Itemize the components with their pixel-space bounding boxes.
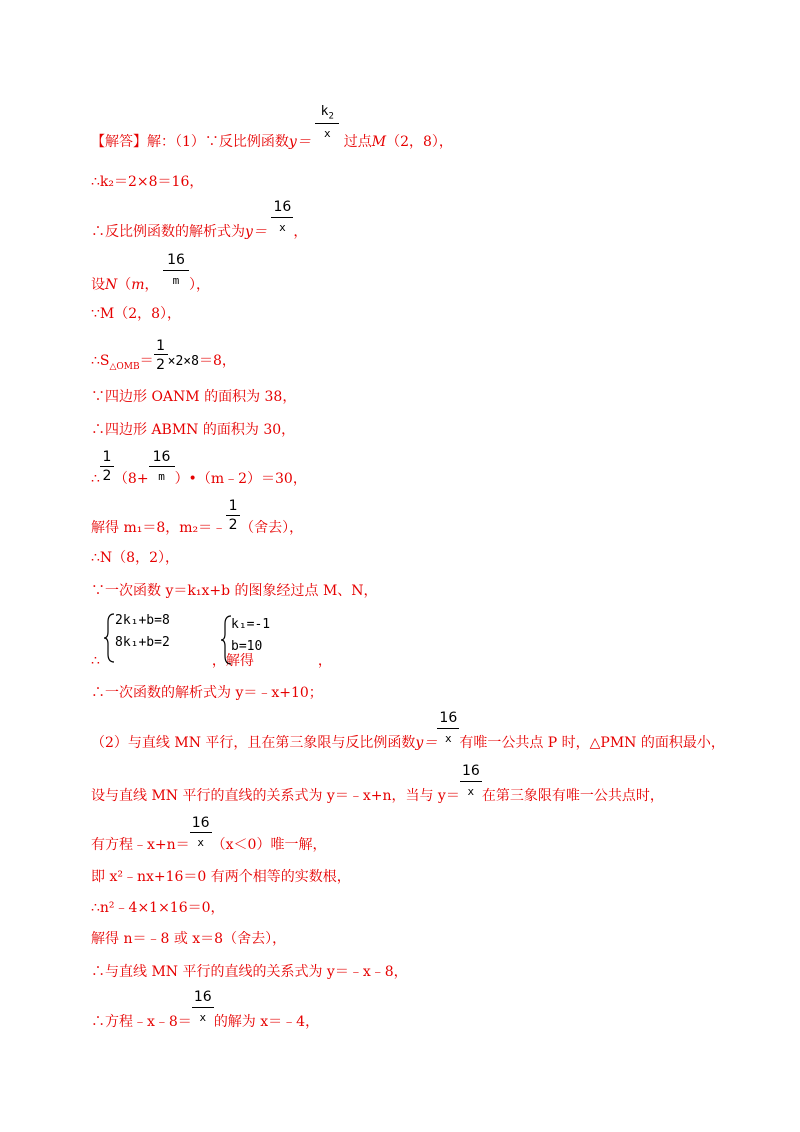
solution-line-1: 【解答】解：（1）∵反比例函数y＝ $\frac{k_2}{x}$ 过点M（2，8）， — [91, 104, 453, 150]
answer-tag: 【解答】 — [91, 134, 147, 150]
solution-line-3: ∴反比例函数的解析式为y＝ $\frac{16}{x}$ ， — [91, 199, 308, 240]
solution-line-20: 解得 n＝﹣8 或 x＝8（舍去）， — [91, 931, 287, 947]
solution-line-9: ∴ $\frac{1}{2}$ （8+ $\frac{16}{m}$ ）•（m﹣2）＝30， — [91, 449, 307, 487]
solution-line-19: ∴n²﹣4×1×16＝0， — [91, 900, 225, 916]
solution-line-11: ∴N（8，2）， — [91, 550, 179, 566]
solution-line-16: 设与直线 MN 平行的直线的关系式为 y＝﹣x+n，当与 y＝ $\frac{16}{x}$ 在第三象限有唯一公共点时， — [91, 763, 664, 804]
solution-line-17: 有方程﹣x+n＝ $\frac{16}{x}$ （x＜0）唯一解， — [91, 815, 327, 853]
fraction-16-over-x: $\frac{16}{x}$ — [271, 223, 293, 241]
solution-line-6: $\therefore S_{\triangle OMB}=$ $\frac{1}{2}$ ×2×8＝8， — [91, 338, 236, 373]
solution-line-12: ∵一次函数 y＝k₁x+b 的图象经过点 M、N， — [91, 583, 378, 599]
solution-line-15: （2）与直线 MN 平行，且在第三象限与反比例函数y＝ $\frac{16}{x}$ 有唯一公共点 P 时，△PMN 的面积最小， — [91, 710, 725, 751]
solution-line-8: ∴四边形 ABMN 的面积为 30， — [91, 422, 296, 438]
solution-line-14: ∴一次函数的解析式为 y＝﹣x+10； — [91, 685, 323, 701]
fraction-16-over-x: $\frac{16}{x}$ — [190, 836, 212, 854]
solution-line-2: ∴k₂＝2×8＝16， — [91, 174, 204, 190]
fraction-1-over-2: $\frac{1}{2}$ — [226, 519, 240, 537]
solution-line-5: ∵M（2，8）， — [91, 306, 182, 322]
fraction-1-over-2: $\frac{1}{2}$ — [154, 352, 168, 370]
fraction-1-over-2: $\frac{1}{2}$ — [100, 470, 114, 488]
solution-line-7: ∵四边形 OANM 的面积为 38， — [91, 389, 297, 405]
solution-line-18: 即 x²﹣nx+16＝0 有两个相等的实数根， — [91, 869, 351, 885]
fraction-k2-over-x: $\frac{k_2}{x}$ — [315, 133, 339, 151]
fraction-16-over-x: $\frac{16}{x}$ — [192, 1013, 214, 1031]
equation-system-2: k₁=-1 b=10 — [231, 617, 271, 654]
left-brace-icon — [102, 612, 116, 664]
solution-line-21: ∴与直线 MN 平行的直线的关系式为 y＝﹣x﹣8， — [91, 964, 408, 980]
solution-line-10: 解得 m₁＝8，m₂＝﹣ $\frac{1}{2}$ （舍去）， — [91, 498, 304, 536]
solution-line-4: 设N（m， $\frac{16}{m}$ ）， — [91, 252, 210, 293]
fraction-16-over-x: $\frac{16}{x}$ — [460, 787, 482, 805]
solution-line-22: ∴方程﹣x﹣8＝ $\frac{16}{x}$ 的解为 x＝﹣4， — [91, 989, 320, 1030]
fraction-16-over-m: $\frac{16}{m}$ — [149, 470, 175, 488]
equation-system-1: 2k₁+b=8 8k₁+b=2 — [115, 613, 170, 650]
fraction-16-over-m: $\frac{16}{m}$ — [163, 276, 189, 294]
solution-line-13: ∴ ，解得 ， — [91, 653, 332, 669]
fraction-16-over-x: $\frac{16}{x}$ — [437, 734, 459, 752]
